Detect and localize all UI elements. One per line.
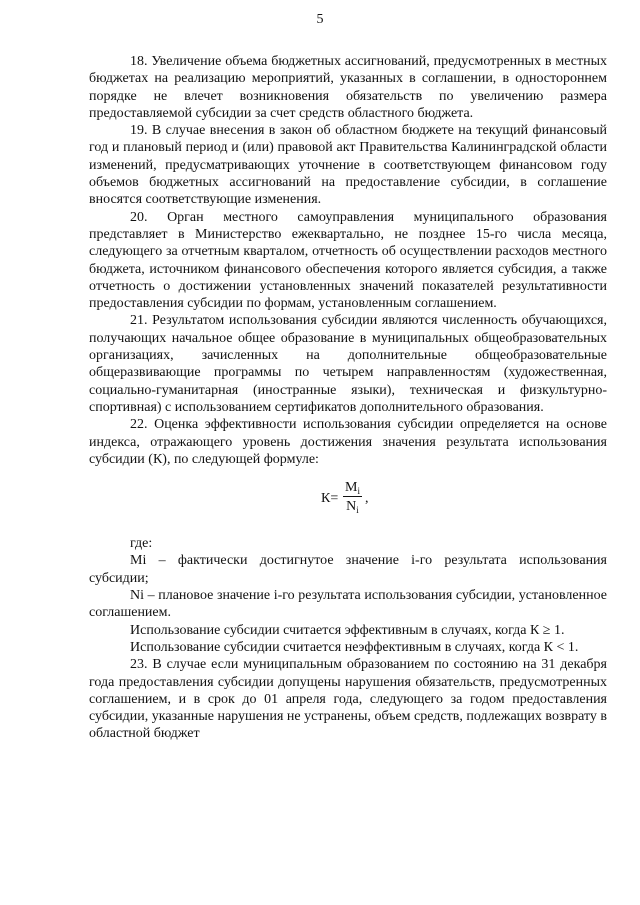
document-body — [89, 53, 607, 743]
formula-denominator: $N_i$ — [346, 499, 359, 516]
condition-effective: Использование субсидии считается эффективным в случаях, когда К ≥ 1. — [130, 622, 565, 638]
paragraph-19: 19. В случае внесения в закон об областном бюджете на текущий финансовый год и плановый период и (или) правовой акт Правительства Калининградской области изменений, предусматривающих уточнение в соответствующем финансовом году объемов бюджетных ассигнований на предоставление субсидии, в соглашение вносятся соответствующие изменения. — [89, 123, 607, 208]
formula-lhs: К — [321, 491, 331, 507]
paragraph-22: 22. Оценка эффективности использования субсидии определяется на основе индекса, отражающего уровень достижения значения результата использования субсидии (К), по следующей формуле: — [89, 417, 607, 467]
condition-ineffective: Использование субсидии считается неэффективным в случаях, когда К < 1. — [130, 639, 579, 655]
paragraph-18: 18. Увеличение объема бюджетных ассигнований, предусмотренных в местных бюджетах на реализацию мероприятий, указанных в соглашении, в одностороннем порядке не влечет возникновения обязательств по увеличению размера предоставляемой субсидии за счет средств областного бюджета. — [89, 54, 607, 121]
formula-fraction — [343, 480, 362, 516]
formula-numerator: $M_i$ — [345, 480, 360, 497]
definition-ni: Ni – плановое значение i-го результата использования субсидии, установленное соглашением. — [89, 588, 607, 621]
paragraph-21: 21. Результатом использования субсидии являются численность обучающихся, получающих начальное общее образование в муниципальных общеобразовательных организациях, зачисленных на дополнительные общеобразовательные общеразвивающие программы по четырем направленностям (художественная, социально-гуманитарная (иностранные языки), техническая и физкультурно-спортивная) с использованием сертификатов дополнительного образования. — [89, 313, 607, 415]
formula-equals: = — [330, 491, 339, 507]
definition-mi: Mi – фактически достигнутое значение i-го результата использования субсидии; — [89, 553, 607, 586]
paragraph-20: 20. Орган местного самоуправления муниципального образования представляет в Министерство ежеквартально, не позднее 15-го числа месяца, следующего за отчетным кварталом, отчетность об осуществлении расходов местного бюджета, источником финансового обеспечения которого является субсидия, а также отчетность о достижении установленных значений показателей результативности предоставления субсидии по формам, установленным соглашением. — [89, 209, 607, 312]
efficiency-formula — [89, 468, 607, 524]
page-number: 5 — [316, 12, 324, 27]
where-label: где: — [130, 536, 153, 552]
paragraph-23: 23. В случае если муниципальным образованием по состоянию на 31 декабря года предоставления субсидии допущены нарушения обязательств, предусмотренных соглашением, и в срок до 01 апреля года, следующего за годом предоставления субсидии, указанные нарушения не устранены, объем средств, подлежащих возврату в областной бюджет — [89, 657, 607, 742]
formula-comma: , — [365, 491, 369, 507]
